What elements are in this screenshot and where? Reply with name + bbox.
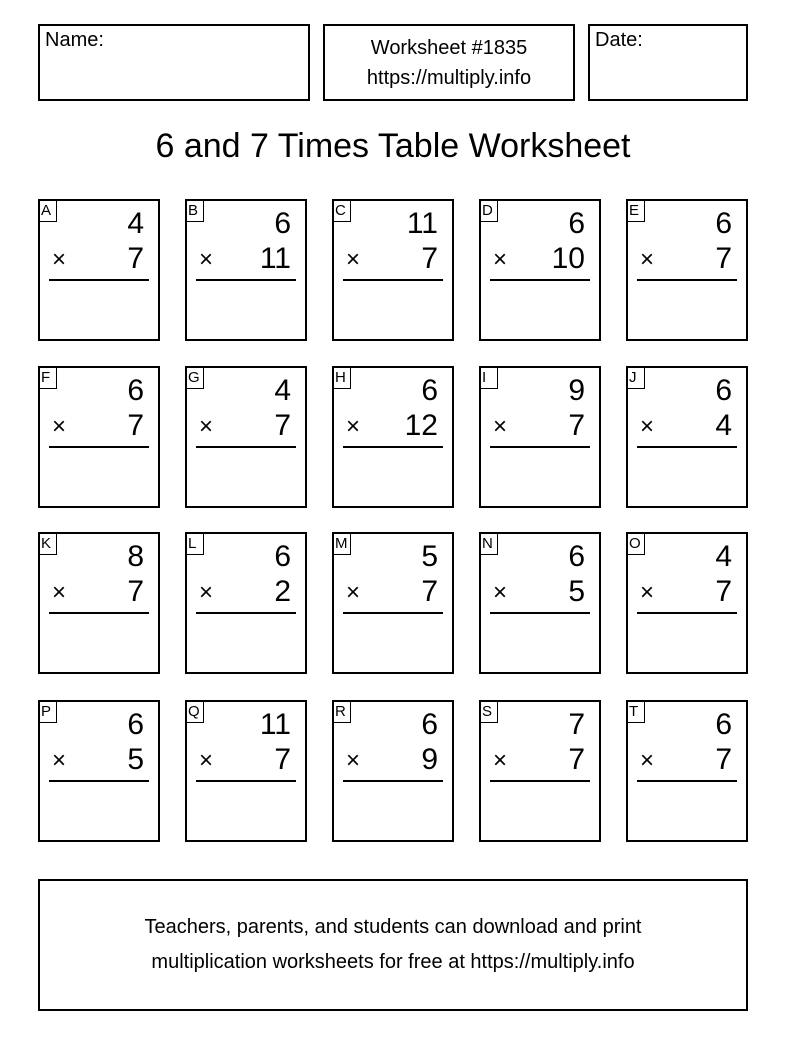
problem-card[interactable] bbox=[626, 532, 748, 674]
problem-card[interactable] bbox=[626, 199, 748, 341]
multiplicand: 11 bbox=[406, 207, 438, 240]
multiplicand: 11 bbox=[259, 708, 291, 741]
multiplicand: 6 bbox=[568, 207, 585, 240]
multiplicand: 6 bbox=[127, 374, 144, 407]
times-sign: × bbox=[640, 579, 655, 606]
problem-letter: Q bbox=[185, 700, 204, 723]
times-sign: × bbox=[346, 579, 361, 606]
multiplier: 5 bbox=[568, 575, 585, 608]
problem-letter: H bbox=[332, 366, 351, 389]
multiplicand: 6 bbox=[715, 708, 732, 741]
problem-letter: G bbox=[185, 366, 204, 389]
answer-line bbox=[490, 279, 590, 281]
times-sign: × bbox=[493, 579, 508, 606]
multiplicand: 6 bbox=[127, 708, 144, 741]
multiplier: 7 bbox=[127, 575, 144, 608]
multiplicand: 4 bbox=[127, 207, 144, 240]
multiplier: 7 bbox=[274, 743, 291, 776]
answer-line bbox=[637, 279, 737, 281]
problem-letter: I bbox=[479, 366, 498, 389]
multiplier: 7 bbox=[568, 743, 585, 776]
problem-card[interactable] bbox=[38, 700, 160, 842]
problem-letter: T bbox=[626, 700, 645, 723]
multiplier: 9 bbox=[421, 743, 438, 776]
worksheet-url: https://multiply.info bbox=[366, 67, 532, 89]
problem-card[interactable] bbox=[185, 199, 307, 341]
multiplier: 2 bbox=[274, 575, 291, 608]
times-sign: × bbox=[346, 747, 361, 774]
date-label: Date: bbox=[595, 29, 643, 51]
footer-box bbox=[38, 879, 748, 1011]
times-sign: × bbox=[199, 413, 214, 440]
multiplicand: 6 bbox=[715, 207, 732, 240]
answer-line bbox=[49, 279, 149, 281]
times-sign: × bbox=[346, 413, 361, 440]
problem-card[interactable] bbox=[626, 700, 748, 842]
problem-card[interactable] bbox=[479, 532, 601, 674]
times-sign: × bbox=[52, 246, 67, 273]
worksheet-number: Worksheet #1835 bbox=[370, 37, 528, 59]
multiplicand: 6 bbox=[568, 540, 585, 573]
times-sign: × bbox=[493, 413, 508, 440]
multiplier: 4 bbox=[715, 409, 732, 442]
problem-letter: J bbox=[626, 366, 645, 389]
answer-line bbox=[49, 612, 149, 614]
problem-card[interactable] bbox=[332, 700, 454, 842]
answer-line bbox=[343, 780, 443, 782]
multiplicand: 4 bbox=[274, 374, 291, 407]
multiplier: 7 bbox=[421, 575, 438, 608]
multiplicand: 6 bbox=[274, 540, 291, 573]
answer-line bbox=[490, 612, 590, 614]
multiplier: 7 bbox=[568, 409, 585, 442]
problem-card[interactable] bbox=[38, 532, 160, 674]
multiplier: 7 bbox=[715, 575, 732, 608]
multiplicand: 6 bbox=[715, 374, 732, 407]
multiplicand: 6 bbox=[274, 207, 291, 240]
problem-letter: C bbox=[332, 199, 351, 222]
multiplier: 10 bbox=[551, 242, 585, 275]
footer-line-1: Teachers, parents, and students can download and print bbox=[144, 916, 642, 938]
page-title: 6 and 7 Times Table Worksheet bbox=[155, 127, 631, 165]
times-sign: × bbox=[52, 747, 67, 774]
answer-line bbox=[343, 612, 443, 614]
problem-card[interactable] bbox=[185, 532, 307, 674]
times-sign: × bbox=[640, 413, 655, 440]
problem-card[interactable] bbox=[38, 366, 160, 508]
problem-letter: N bbox=[479, 532, 498, 555]
multiplier: 7 bbox=[127, 242, 144, 275]
multiplicand: 6 bbox=[421, 374, 438, 407]
answer-line bbox=[196, 279, 296, 281]
multiplier: 12 bbox=[404, 409, 438, 442]
answer-line bbox=[49, 446, 149, 448]
multiplicand: 9 bbox=[568, 374, 585, 407]
problem-letter: B bbox=[185, 199, 204, 222]
multiplier: 7 bbox=[127, 409, 144, 442]
multiplicand: 5 bbox=[421, 540, 438, 573]
multiplicand: 6 bbox=[421, 708, 438, 741]
answer-line bbox=[490, 780, 590, 782]
problem-letter: D bbox=[479, 199, 498, 222]
answer-line bbox=[196, 612, 296, 614]
times-sign: × bbox=[640, 747, 655, 774]
problem-card[interactable] bbox=[479, 366, 601, 508]
times-sign: × bbox=[199, 246, 214, 273]
problem-letter: S bbox=[479, 700, 498, 723]
worksheet-info-box bbox=[323, 24, 575, 101]
times-sign: × bbox=[52, 413, 67, 440]
date-field[interactable] bbox=[588, 24, 748, 101]
answer-line bbox=[196, 446, 296, 448]
multiplicand: 8 bbox=[127, 540, 144, 573]
problem-letter: P bbox=[38, 700, 57, 723]
problem-letter: R bbox=[332, 700, 351, 723]
answer-line bbox=[637, 446, 737, 448]
multiplier: 11 bbox=[259, 242, 291, 275]
problem-letter: O bbox=[626, 532, 645, 555]
problem-card[interactable] bbox=[626, 366, 748, 508]
problem-letter: L bbox=[185, 532, 204, 555]
times-sign: × bbox=[52, 579, 67, 606]
problem-letter: F bbox=[38, 366, 57, 389]
problem-letter: E bbox=[626, 199, 645, 222]
answer-line bbox=[637, 780, 737, 782]
multiplier: 7 bbox=[715, 242, 732, 275]
footer-line-2: multiplication worksheets for free at https://multiply.info bbox=[151, 951, 635, 973]
problem-card[interactable] bbox=[332, 199, 454, 341]
times-sign: × bbox=[199, 579, 214, 606]
multiplier: 7 bbox=[715, 743, 732, 776]
answer-line bbox=[637, 612, 737, 614]
times-sign: × bbox=[493, 747, 508, 774]
multiplier: 7 bbox=[274, 409, 291, 442]
problem-card[interactable] bbox=[332, 366, 454, 508]
problem-card[interactable] bbox=[38, 199, 160, 341]
answer-line bbox=[343, 279, 443, 281]
name-field[interactable] bbox=[38, 24, 310, 101]
multiplier: 7 bbox=[421, 242, 438, 275]
problem-card[interactable] bbox=[479, 199, 601, 341]
problem-card[interactable] bbox=[332, 532, 454, 674]
answer-line bbox=[343, 446, 443, 448]
answer-line bbox=[49, 780, 149, 782]
times-sign: × bbox=[640, 246, 655, 273]
problem-card[interactable] bbox=[185, 700, 307, 842]
times-sign: × bbox=[493, 246, 508, 273]
multiplicand: 4 bbox=[715, 540, 732, 573]
problem-letter: K bbox=[38, 532, 57, 555]
answer-line bbox=[196, 780, 296, 782]
multiplier: 5 bbox=[127, 743, 144, 776]
name-label: Name: bbox=[45, 29, 104, 51]
problem-card[interactable] bbox=[185, 366, 307, 508]
times-sign: × bbox=[199, 747, 214, 774]
times-sign: × bbox=[346, 246, 361, 273]
multiplicand: 7 bbox=[568, 708, 585, 741]
answer-line bbox=[490, 446, 590, 448]
problem-card[interactable] bbox=[479, 700, 601, 842]
problem-letter: M bbox=[332, 532, 351, 555]
problem-letter: A bbox=[38, 199, 57, 222]
